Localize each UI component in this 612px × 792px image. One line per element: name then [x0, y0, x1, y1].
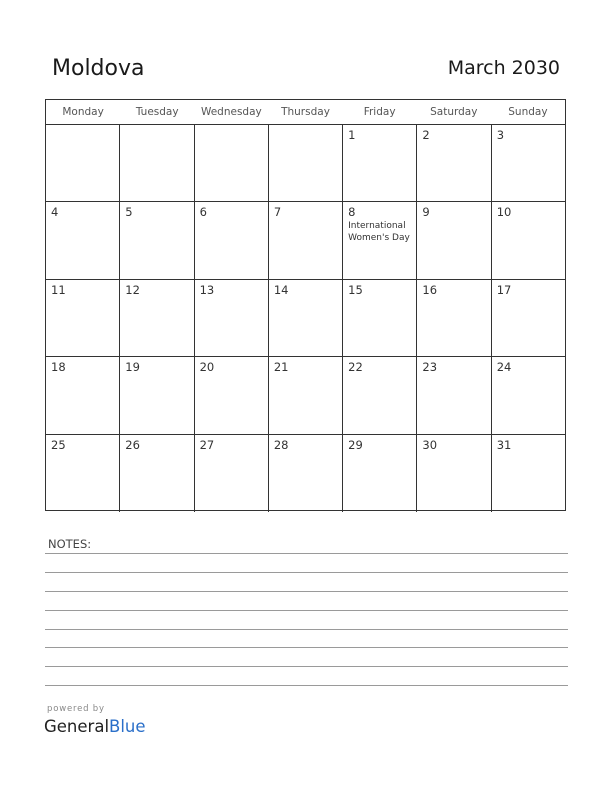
day-number: 10: [496, 205, 512, 220]
notes-line: [45, 591, 568, 592]
day-cell: [46, 357, 120, 433]
day-number: 14: [273, 282, 289, 297]
brand-general-text: General: [44, 717, 110, 736]
day-cell: [269, 280, 343, 356]
powered-by-text: powered by: [47, 704, 105, 714]
day-cell: [120, 435, 194, 512]
day-number: 28: [273, 437, 289, 452]
notes-line: [45, 553, 568, 554]
day-cell: [269, 202, 343, 278]
holiday-label: International Women's Day: [348, 221, 410, 244]
day-number: 25: [51, 437, 66, 452]
day-cell: [492, 125, 565, 201]
notes-line: [45, 647, 568, 648]
day-number: 12: [125, 282, 140, 297]
day-number: 26: [125, 437, 140, 452]
week-row: [46, 280, 565, 357]
notes-line: [45, 629, 568, 630]
day-cell: [195, 202, 269, 278]
day-cell: [120, 125, 194, 201]
day-number: 29: [348, 437, 363, 452]
day-number: 23: [422, 360, 438, 375]
day-number: 9: [422, 205, 430, 220]
day-cell: [46, 280, 120, 356]
day-cell: [417, 357, 491, 433]
weekday-friday: Friday: [363, 106, 396, 118]
day-number: 24: [496, 360, 512, 375]
day-cell: [269, 435, 343, 512]
week-row: [46, 357, 565, 434]
day-cell: [492, 202, 565, 278]
day-number: 18: [51, 360, 66, 375]
day-number: 6: [199, 205, 207, 220]
day-cell: [195, 280, 269, 356]
day-cell: [46, 435, 120, 512]
day-number: 1: [348, 128, 356, 142]
day-cell: [195, 125, 269, 201]
brand-logo: [44, 717, 146, 736]
day-number: 21: [273, 360, 289, 375]
day-cell: [195, 435, 269, 512]
day-cell: [46, 202, 120, 278]
day-cell: [120, 357, 194, 433]
day-number: 11: [51, 282, 66, 297]
day-cell: [195, 357, 269, 433]
day-number: 19: [125, 360, 140, 375]
weekday-monday: Monday: [62, 106, 104, 118]
day-number: 2: [422, 128, 430, 142]
day-cell: [417, 202, 491, 278]
weekday-tuesday: Tuesday: [135, 106, 179, 118]
day-number: 31: [496, 437, 512, 452]
calendar-grid: [45, 99, 566, 511]
day-number: 17: [496, 282, 512, 297]
day-number: 3: [496, 128, 505, 142]
day-cell: [492, 357, 565, 433]
weekday-saturday: Saturday: [430, 106, 478, 118]
day-cell: [343, 280, 417, 356]
day-number: 22: [348, 360, 363, 375]
week-row: [46, 125, 565, 202]
weekday-header-row: [46, 100, 565, 125]
day-cell: [417, 280, 491, 356]
weekday-thursday: Thursday: [281, 106, 330, 118]
day-number: 5: [125, 205, 133, 220]
day-number: 8: [348, 205, 356, 220]
day-number: 4: [51, 205, 59, 220]
day-cell: [120, 280, 194, 356]
day-cell: [269, 125, 343, 201]
week-row: [46, 435, 565, 512]
day-cell: [343, 357, 417, 433]
notes-line: [45, 685, 568, 686]
day-cell: [269, 357, 343, 433]
notes-line: [45, 610, 568, 611]
day-cell: [343, 125, 417, 201]
week-row: [46, 202, 565, 279]
day-number: 15: [348, 282, 363, 297]
notes-label: NOTES:: [48, 537, 92, 551]
weekday-sunday: Sunday: [508, 106, 548, 118]
notes-line: [45, 666, 568, 667]
country-title: Moldova: [52, 56, 145, 81]
day-cell: [492, 435, 565, 512]
weeks-container: [46, 125, 565, 512]
day-cell: [417, 435, 491, 512]
day-number: 30: [422, 437, 438, 452]
brand-blue-text: Blue: [109, 717, 146, 736]
notes-line: [45, 572, 568, 573]
day-number: 27: [199, 437, 215, 452]
day-number: 20: [199, 360, 215, 375]
month-year-title: March 2030: [447, 57, 560, 79]
weekday-wednesday: Wednesday: [200, 106, 262, 118]
day-number: 7: [273, 205, 282, 220]
day-number: 13: [199, 282, 215, 297]
day-cell: [417, 125, 491, 201]
day-cell: [343, 202, 417, 278]
day-cell: [46, 125, 120, 201]
day-cell: [120, 202, 194, 278]
day-cell: [492, 280, 565, 356]
day-number: 16: [422, 282, 438, 297]
day-cell: [343, 435, 417, 512]
